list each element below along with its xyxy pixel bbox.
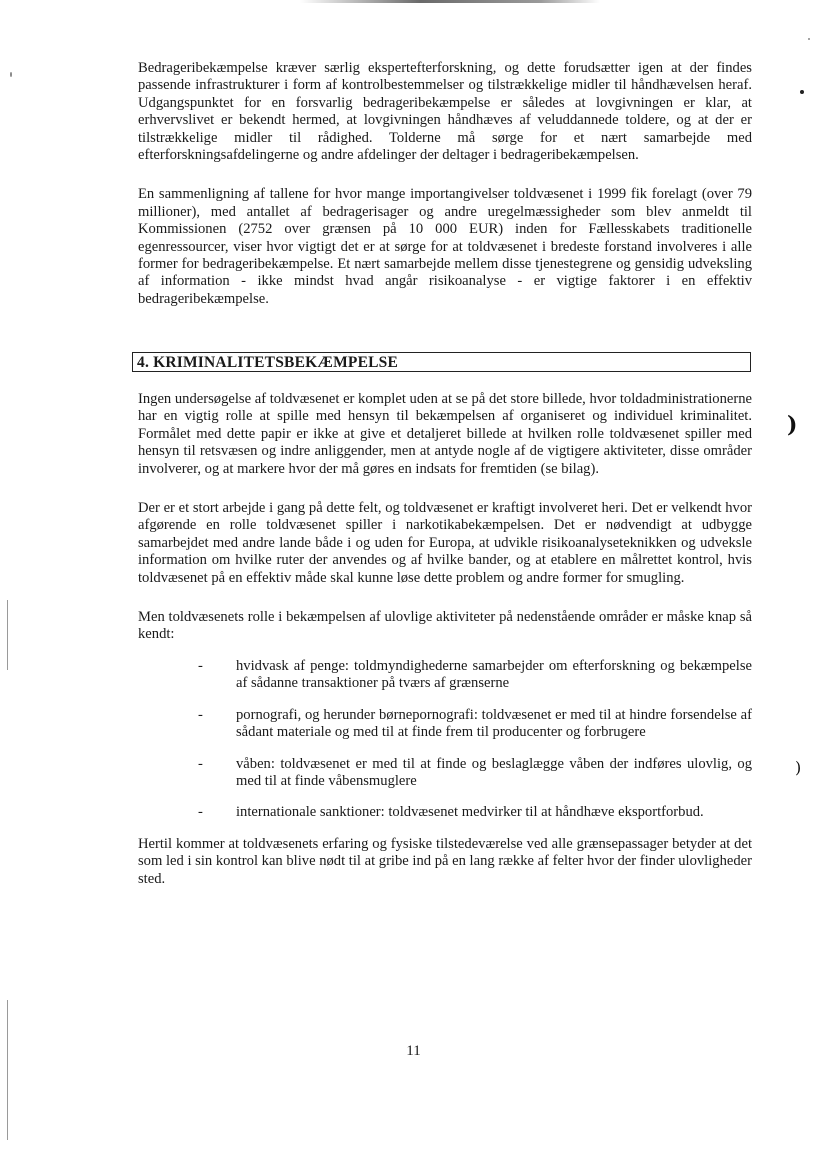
paragraph: Bedrageribekæmpelse kræver særlig ekspertefterforskning, og dette forudsætter igen at der findes passende infrastrukturer i form af kontrolbestemmelser og tilstrækkelige midler til håndhævelsen heraf. Udgangspunktet for en forsvarlig bedrageribekæmpelse er således at lovgivningen er klar, at erhvervslivet er bekendt hermed, at lovgivningen håndhæves af veluddannede toldere, og at der er tilstrækkelige midler til rådighed. Tolderne må sørge for et nært samarbejde med efterforskningsafdelingerne og andre afdelinger der deltager i bedrageribekæmpelsen. bbox=[138, 60, 752, 164]
document-body-section bbox=[138, 391, 752, 888]
bullet-list bbox=[138, 658, 752, 822]
list-dash: - bbox=[198, 755, 203, 772]
paragraph: En sammenligning af tallene for hvor mange importangivelser toldvæsenet i 1999 fik forelagt (over 79 millioner), med antallet af bedragerisager og andre uregelmæssigheder som blev anmeldt til Kommissionen (2752 over grænsen på 10 000 EUR) inden for Fællesskabets traditionelle egenressourcer, viser hvor vigtigt det er at sørge for at toldvæsenet i bredeste forstand involveres i alle former for bedrageribekæmpelse. Et nært samarbejde mellem disse tjenestegrene og gensidig udveksling af information - ikke mindst hvad angår risikoanalyse - er vigtige faktorer i en effektiv bedrageribekæmpelse. bbox=[138, 186, 752, 307]
list-item bbox=[138, 756, 752, 791]
list-dash: - bbox=[198, 657, 203, 674]
section-heading: 4. KRIMINALITETSBEKÆMPELSE bbox=[132, 352, 751, 372]
scan-speck bbox=[808, 38, 810, 40]
margin-mark: ) bbox=[787, 412, 798, 438]
page-number: 11 bbox=[406, 1043, 421, 1059]
paragraph: Der er et stort arbejde i gang på dette felt, og toldvæsenet er kraftigt involveret heri. Det er velkendt hvor afgørende en rolle toldvæsenet spiller i narkotikabekæmpelsen. Det er nødvendigt at udbygge samarbejdet med andre lande både i og uden for Europa, at udvikle risikoanalyseteknikken og udveksle information om hvilke ruter der anvendes og af hvilke bander, og at etablere en målrettet kontrol, hvis toldvæsenet på en effektiv måde skal kunne løse dette problem og andre former for smugling. bbox=[138, 500, 752, 586]
list-dash: - bbox=[198, 706, 203, 723]
list-item bbox=[138, 804, 752, 821]
list-dash: - bbox=[198, 804, 203, 821]
margin-mark: ) bbox=[795, 758, 802, 777]
paragraph: Hertil kommer at toldvæsenets erfaring og fysiske tilstedeværelse ved alle grænsepassager betyder at det som led i sin kontrol kan blive nødt til at gribe ind på en lang række af felter hvor der finder ulovligheder sted. bbox=[138, 835, 752, 887]
scan-speck bbox=[10, 72, 12, 77]
paragraph: Ingen undersøgelse af toldvæsenet er komplet uden at se på det store billede, hvor toldadministrationerne har en vigtig rolle at spille med hensyn til bekæmpelsen af organiseret og individuel kriminalitet. Formålet med dette papir er ikke at give et detaljeret billede at hvilken rolle toldvæsenet spiller med hensyn til retsvæsen og indre anliggender, men at antyde nogle af de vigtigere aktiviteter, disse områder involverer, og at markere hvor der må gøres en indsats for fremtiden (se bilag). bbox=[138, 391, 752, 477]
list-item-text: pornografi, og herunder børnepornografi: toldvæsenet er med til at hindre forsendelse af sådant materiale og med til at finde frem til producenter og forbrugere bbox=[236, 706, 752, 741]
paragraph: Men toldvæsenets rolle i bekæmpelsen af ulovlige aktiviteter på nedenstående områder er måske knap så kendt: bbox=[138, 609, 752, 643]
scan-left-mark bbox=[7, 600, 8, 670]
document-body-top bbox=[138, 60, 752, 308]
list-item bbox=[138, 707, 752, 742]
scan-left-mark bbox=[7, 1000, 8, 1140]
list-item-text: hvidvask af penge: toldmyndighederne samarbejder om efterforskning og bekæmpelse af sådanne transaktioner på tværs af grænserne bbox=[236, 657, 752, 692]
scan-speck bbox=[800, 90, 804, 94]
scan-top-edge bbox=[300, 0, 600, 3]
list-item bbox=[138, 658, 752, 693]
list-item-text: våben: toldvæsenet er med til at finde og beslaglægge våben der indføres ulovlig, og med til at finde våbensmuglere bbox=[236, 755, 752, 789]
list-item-text: internationale sanktioner: toldvæsenet medvirker til at håndhæve eksportforbud. bbox=[236, 804, 704, 821]
